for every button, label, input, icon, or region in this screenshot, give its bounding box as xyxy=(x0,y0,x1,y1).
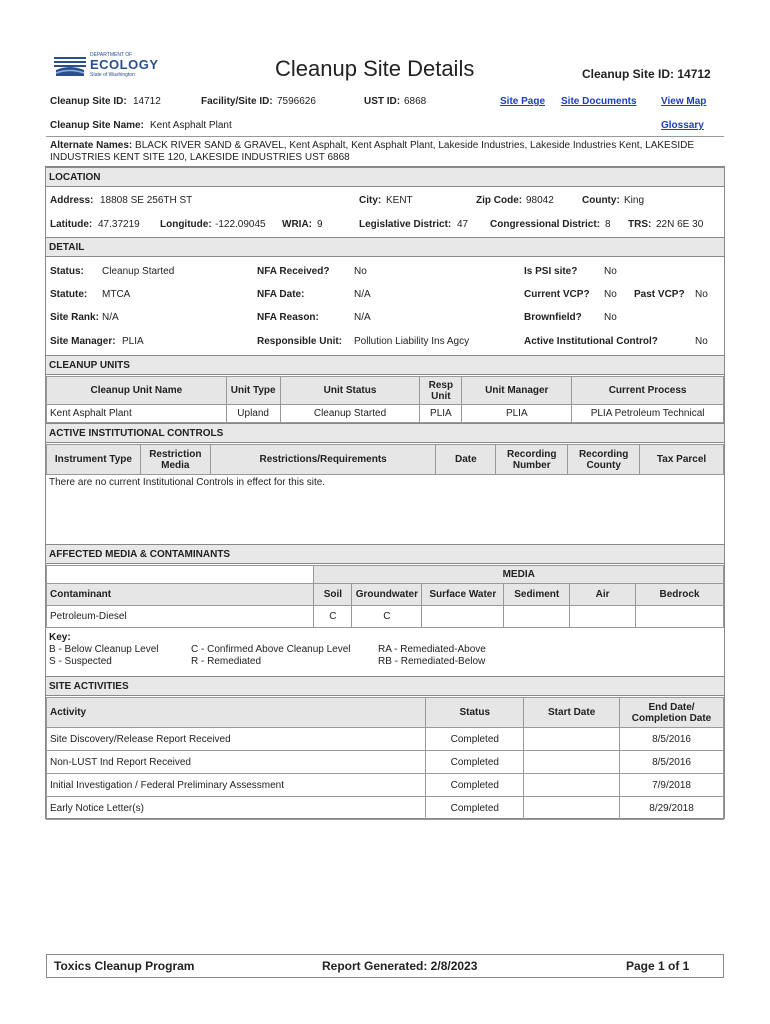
cu-cell: Kent Asphalt Plant xyxy=(47,405,227,423)
facility-id-value: 7596626 xyxy=(277,96,316,107)
legislative-district-label: Legislative District: xyxy=(359,219,452,230)
media-table xyxy=(46,565,724,628)
trs-value: 22N 6E 30 xyxy=(656,219,704,230)
site-rank-value: N/A xyxy=(102,312,119,323)
key-item: RA - Remediated-Above xyxy=(378,644,486,655)
city-value: KENT xyxy=(386,195,413,206)
ic-header-tax-parcel: Tax Parcel xyxy=(640,445,724,475)
facility-id-label: Facility/Site ID: xyxy=(201,96,273,107)
logo-line2: ECOLOGY xyxy=(90,57,159,72)
key-item: B - Below Cleanup Level xyxy=(49,644,159,655)
activities-table xyxy=(46,697,724,820)
media-header-groundwater: Groundwater xyxy=(352,584,422,606)
act-cell xyxy=(524,797,620,820)
site-manager-value: PLIA xyxy=(122,336,144,347)
media-cell xyxy=(504,606,570,628)
cu-cell: Cleanup Started xyxy=(280,405,420,423)
cu-cell: PLIA xyxy=(420,405,462,423)
media-group-header: MEDIA xyxy=(314,566,724,584)
footer-program: Toxics Cleanup Program xyxy=(54,959,195,973)
glossary-link[interactable]: Glossary xyxy=(661,120,704,131)
location-section-header: LOCATION xyxy=(46,167,724,187)
ecology-logo xyxy=(50,52,159,82)
ic-header-media: Restriction Media xyxy=(140,445,210,475)
cu-header-type: Unit Type xyxy=(226,377,280,405)
media-header-soil: Soil xyxy=(314,584,352,606)
act-header-activity: Activity xyxy=(47,698,426,728)
act-cell xyxy=(524,728,620,751)
nfa-date-value: N/A xyxy=(354,289,371,300)
latitude-value: 47.37219 xyxy=(98,219,140,230)
ust-id-value: 6868 xyxy=(404,96,427,107)
status-value: Cleanup Started xyxy=(102,266,175,277)
header-site-id: Cleanup Site ID: 14712 xyxy=(582,67,711,81)
act-cell: Non-LUST Ind Report Received xyxy=(47,751,426,774)
nfa-received-value: No xyxy=(354,266,367,277)
key-title: Key: xyxy=(49,632,71,643)
wria-label: WRIA: xyxy=(282,219,312,230)
alternate-names-label: Alternate Names: xyxy=(50,140,133,151)
footer-page: Page 1 of 1 xyxy=(626,959,690,973)
ic-header-recording-number: Recording Number xyxy=(496,445,568,475)
key-item: RB - Remediated-Below xyxy=(378,656,486,667)
nfa-received-label: NFA Received? xyxy=(257,266,330,277)
cu-cell: PLIA Petroleum Technical xyxy=(572,405,724,423)
site-page-link[interactable]: Site Page xyxy=(500,96,546,107)
cleanup-site-id-value: 14712 xyxy=(133,96,161,107)
media-header-contaminant: Contaminant xyxy=(47,584,314,606)
ecology-logo-icon xyxy=(50,52,90,80)
cleanup-site-id-label: Cleanup Site ID: xyxy=(50,96,127,107)
ic-header-restrictions: Restrictions/Requirements xyxy=(210,445,436,475)
ic-header-recording-county: Recording County xyxy=(568,445,640,475)
site-name-value: Kent Asphalt Plant xyxy=(150,120,232,131)
table-row xyxy=(47,606,724,628)
psi-value: No xyxy=(604,266,617,277)
act-cell: 8/29/2018 xyxy=(620,797,724,820)
status-label: Status: xyxy=(50,266,84,277)
current-vcp-value: No xyxy=(604,289,617,300)
zip-value: 98042 xyxy=(526,195,554,206)
table-row xyxy=(47,405,724,423)
nfa-reason-value: N/A xyxy=(354,312,371,323)
latitude-label: Latitude: xyxy=(50,219,93,230)
media-cell: C xyxy=(352,606,422,628)
wria-value: 9 xyxy=(317,219,323,230)
act-cell: Early Notice Letter(s) xyxy=(47,797,426,820)
media-cell xyxy=(636,606,724,628)
act-cell: 8/5/2016 xyxy=(620,728,724,751)
act-cell xyxy=(524,751,620,774)
county-label: County: xyxy=(582,195,620,206)
statute-value: MTCA xyxy=(102,289,131,300)
key-item: C - Confirmed Above Cleanup Level xyxy=(191,644,351,655)
act-header-start: Start Date xyxy=(524,698,620,728)
view-map-link[interactable]: View Map xyxy=(661,96,707,107)
site-name-label: Cleanup Site Name: xyxy=(50,120,144,131)
table-row xyxy=(47,751,724,774)
cu-cell: Upland xyxy=(226,405,280,423)
cu-cell: PLIA xyxy=(462,405,572,423)
institutional-controls-table xyxy=(46,444,724,475)
psi-label: Is PSI site? xyxy=(524,266,578,277)
statute-label: Statute: xyxy=(50,289,88,300)
act-cell: Completed xyxy=(426,751,524,774)
cu-header-manager: Unit Manager xyxy=(462,377,572,405)
trs-label: TRS: xyxy=(628,219,652,230)
act-cell xyxy=(524,774,620,797)
media-key-col3 xyxy=(378,644,486,668)
alternate-names xyxy=(50,140,715,164)
cu-header-process: Current Process xyxy=(572,377,724,405)
site-manager-label: Site Manager: xyxy=(50,336,116,347)
address-label: Address: xyxy=(50,195,94,206)
cu-header-status: Unit Status xyxy=(280,377,420,405)
act-header-status: Status xyxy=(426,698,524,728)
media-cell xyxy=(570,606,636,628)
cleanup-units-section-header: CLEANUP UNITS xyxy=(46,355,724,375)
act-cell: Completed xyxy=(426,774,524,797)
ust-id-label: UST ID: xyxy=(364,96,401,107)
act-cell: Completed xyxy=(426,728,524,751)
media-section-header: AFFECTED MEDIA & CONTAMINANTS xyxy=(46,544,724,564)
past-vcp-value: No xyxy=(695,289,708,300)
media-corner xyxy=(47,566,314,584)
responsible-unit-value: Pollution Liability Ins Agcy xyxy=(354,336,470,347)
footer-generated: Report Generated: 2/8/2023 xyxy=(322,959,478,973)
act-cell: Completed xyxy=(426,797,524,820)
ic-header-instrument: Instrument Type xyxy=(47,445,141,475)
congressional-district-value: 8 xyxy=(605,219,611,230)
act-cell: 8/5/2016 xyxy=(620,751,724,774)
ic-header-date: Date xyxy=(436,445,496,475)
past-vcp-label: Past VCP? xyxy=(634,289,685,300)
key-item: R - Remediated xyxy=(191,656,262,667)
congressional-district-label: Congressional District: xyxy=(490,219,601,230)
media-header-surface-water: Surface Water xyxy=(422,584,504,606)
legislative-district-value: 47 xyxy=(457,219,469,230)
media-cell: Petroleum-Diesel xyxy=(47,606,314,628)
media-cell: C xyxy=(314,606,352,628)
detail-section-header: DETAIL xyxy=(46,237,724,257)
media-header-air: Air xyxy=(570,584,636,606)
address-value: 18808 SE 256TH ST xyxy=(100,195,193,206)
act-header-end: End Date/ Completion Date xyxy=(620,698,724,728)
logo-line1: DEPARTMENT OF xyxy=(90,52,133,58)
page-title: Cleanup Site Details xyxy=(275,56,475,81)
table-row xyxy=(47,797,724,820)
activities-section-header: SITE ACTIVITIES xyxy=(46,676,724,696)
media-key xyxy=(49,632,159,668)
site-rank-label: Site Rank: xyxy=(50,312,99,323)
media-key-col2 xyxy=(191,644,351,668)
institutional-controls-section-header: ACTIVE INSTITUTIONAL CONTROLS xyxy=(46,423,724,443)
media-header-sediment: Sediment xyxy=(504,584,570,606)
table-row xyxy=(47,774,724,797)
logo-line3: State of Washington xyxy=(90,72,135,78)
longitude-label: Longitude: xyxy=(160,219,212,230)
brownfield-value: No xyxy=(604,312,617,323)
table-row xyxy=(47,728,724,751)
cleanup-units-table xyxy=(46,376,724,423)
cu-header-name: Cleanup Unit Name xyxy=(47,377,227,405)
longitude-value: -122.09045 xyxy=(215,219,266,230)
alternate-names-value: BLACK RIVER SAND & GRAVEL, Kent Asphalt, Kent Asphalt Plant, Lakeside Industries, Lakeside Industries Kent, LAKESIDE INDUSTRIES KENT SITE 120, LAKESIDE INDUSTRIES UST 6868 xyxy=(50,140,695,163)
nfa-date-label: NFA Date: xyxy=(257,289,305,300)
media-header-bedrock: Bedrock xyxy=(636,584,724,606)
media-cell xyxy=(422,606,504,628)
site-documents-link[interactable]: Site Documents xyxy=(561,96,637,107)
brownfield-label: Brownfield? xyxy=(524,312,582,323)
key-item: S - Suspected xyxy=(49,656,112,667)
nfa-reason-label: NFA Reason: xyxy=(257,312,319,323)
active-ic-label: Active Institutional Control? xyxy=(524,336,658,347)
responsible-unit-label: Responsible Unit: xyxy=(257,336,343,347)
act-cell: Initial Investigation / Federal Preliminary Assessment xyxy=(47,774,426,797)
cu-header-resp: Resp Unit xyxy=(420,377,462,405)
act-cell: Site Discovery/Release Report Received xyxy=(47,728,426,751)
current-vcp-label: Current VCP? xyxy=(524,289,590,300)
act-cell: 7/9/2018 xyxy=(620,774,724,797)
ic-empty-note: There are no current Institutional Controls in effect for this site. xyxy=(49,477,326,488)
city-label: City: xyxy=(359,195,382,206)
zip-label: Zip Code: xyxy=(476,195,523,206)
county-value: King xyxy=(624,195,645,206)
active-ic-value: No xyxy=(695,336,708,347)
